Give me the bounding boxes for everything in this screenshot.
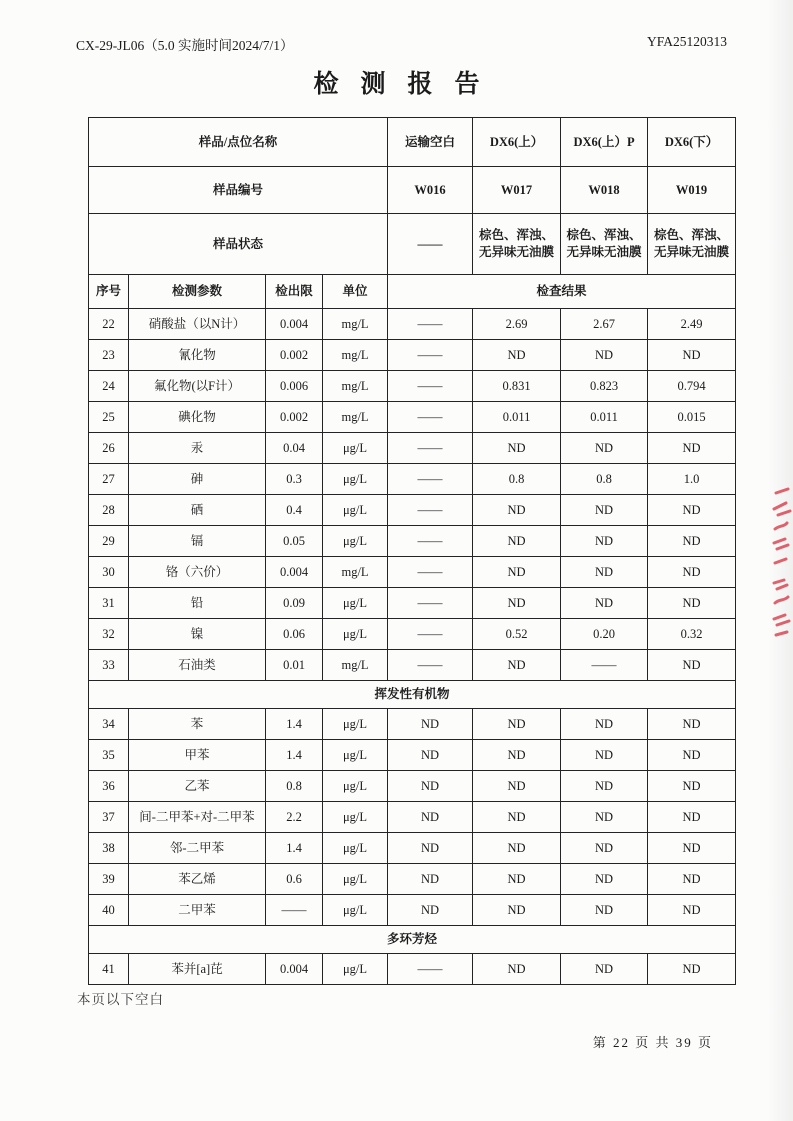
report-number: YFA25120313 [646,34,727,49]
cell-result-4: ND [648,833,736,864]
cell-result-3: ND [561,526,648,557]
cell-result-1: —— [388,433,473,464]
cell-result-4: ND [648,495,736,526]
cell-result-4: ND [648,588,736,619]
cell-unit: mg/L [323,371,388,402]
cell-result-3: ND [561,802,648,833]
cell-limit: 0.8 [266,771,323,802]
cell-result-3: —— [561,650,648,681]
sample-state-value-3: 棕色、浑浊、无异味无油膜 [561,214,648,275]
col-header-unit: 单位 [323,275,388,309]
cell-result-1: —— [388,464,473,495]
cell-result-3: ND [561,895,648,926]
cell-result-2: ND [473,340,561,371]
cell-result-3: 0.011 [561,402,648,433]
table-row [89,771,736,802]
table-row [89,833,736,864]
cell-result-1: —— [388,588,473,619]
cell-result-1: —— [388,495,473,526]
page-number: 第 22 页 共 39 页 [592,1035,713,1050]
cell-result-4: ND [648,526,736,557]
cell-unit: μg/L [323,588,388,619]
cell-no: 28 [89,495,129,526]
cell-result-3: ND [561,771,648,802]
cell-result-1: —— [388,340,473,371]
cell-result-2: ND [473,740,561,771]
table-row [89,526,736,557]
sample-name-value-3: DX6(上）P [561,118,648,167]
cell-limit: 0.004 [266,309,323,340]
cell-result-2: ND [473,588,561,619]
cell-result-3: ND [561,740,648,771]
table-row [89,954,736,985]
cell-limit: 1.4 [266,833,323,864]
cell-result-1: ND [388,771,473,802]
cell-limit: 0.002 [266,340,323,371]
cell-param: 氰化物 [129,340,266,371]
section-title: 挥发性有机物 [89,681,736,709]
cell-param: 汞 [129,433,266,464]
cell-unit: mg/L [323,557,388,588]
cell-no: 24 [89,371,129,402]
cell-param: 碘化物 [129,402,266,433]
sample-state-value-4: 棕色、浑浊、无异味无油膜 [648,214,736,275]
cell-result-1: —— [388,309,473,340]
cell-param: 铅 [129,588,266,619]
cell-param: 邻-二甲苯 [129,833,266,864]
col-header-result: 检查结果 [388,275,736,309]
doc-code: CX-29-JL06（5.0 实施时间2024/7/1） [76,38,294,53]
cell-result-4: 0.015 [648,402,736,433]
cell-result-2: ND [473,433,561,464]
cell-result-3: ND [561,588,648,619]
cell-result-4: 2.49 [648,309,736,340]
results-table [88,117,736,985]
table-row [89,371,736,402]
cell-param: 硝酸盐（以N计） [129,309,266,340]
table-row [89,802,736,833]
cell-no: 34 [89,709,129,740]
info-row-sample-id [89,167,736,214]
section-title: 多环芳烃 [89,926,736,954]
cell-limit: 0.4 [266,495,323,526]
table-row [89,495,736,526]
cell-limit: 0.3 [266,464,323,495]
cell-result-2: 0.8 [473,464,561,495]
cell-limit: 1.4 [266,740,323,771]
cell-result-4: ND [648,895,736,926]
cell-no: 41 [89,954,129,985]
cell-unit: μg/L [323,619,388,650]
sample-id-label: 样品编号 [89,167,388,214]
cell-limit: —— [266,895,323,926]
cell-result-4: 1.0 [648,464,736,495]
cell-no: 27 [89,464,129,495]
cell-no: 26 [89,433,129,464]
table-row [89,402,736,433]
cell-limit: 0.04 [266,433,323,464]
cell-result-4: ND [648,557,736,588]
cell-result-4: ND [648,650,736,681]
cell-result-1: ND [388,833,473,864]
cell-unit: μg/L [323,526,388,557]
cell-param: 甲苯 [129,740,266,771]
cell-result-1: —— [388,371,473,402]
table-row [89,464,736,495]
cell-result-4: ND [648,433,736,464]
sample-id-value-2: W017 [473,167,561,214]
cell-result-1: —— [388,402,473,433]
sample-state-label: 样品状态 [89,214,388,275]
cell-limit: 0.6 [266,864,323,895]
cell-unit: μg/L [323,433,388,464]
cell-no: 36 [89,771,129,802]
col-header-limit: 检出限 [266,275,323,309]
table-row [89,557,736,588]
table-row [89,340,736,371]
sample-id-value-3: W018 [561,167,648,214]
cell-no: 30 [89,557,129,588]
document-header [76,34,727,54]
cell-result-2: ND [473,771,561,802]
cell-result-4: ND [648,954,736,985]
sample-state-value-2: 棕色、浑浊、无异味无油膜 [473,214,561,275]
cell-unit: mg/L [323,309,388,340]
cell-unit: μg/L [323,895,388,926]
cell-result-3: ND [561,864,648,895]
cell-result-4: 0.32 [648,619,736,650]
sample-state-value-1: —— [388,214,473,275]
cell-result-2: 2.69 [473,309,561,340]
table-row [89,650,736,681]
cell-result-3: ND [561,340,648,371]
sample-name-value-1: 运输空白 [388,118,473,167]
cell-limit: 0.05 [266,526,323,557]
cell-param: 铬（六价） [129,557,266,588]
cell-param: 镍 [129,619,266,650]
cell-result-4: ND [648,340,736,371]
page-title: 检测报告 [313,71,502,98]
cell-limit: 0.09 [266,588,323,619]
cell-param: 石油类 [129,650,266,681]
cell-no: 35 [89,740,129,771]
cell-param: 苯 [129,709,266,740]
cell-result-2: ND [473,864,561,895]
table-row [89,895,736,926]
red-stamp-fragment [772,487,793,639]
cell-result-3: 0.8 [561,464,648,495]
cell-result-2: ND [473,526,561,557]
cell-no: 37 [89,802,129,833]
cell-no: 33 [89,650,129,681]
cell-limit: 0.06 [266,619,323,650]
cell-result-1: ND [388,895,473,926]
cell-param: 乙苯 [129,771,266,802]
cell-unit: mg/L [323,650,388,681]
info-row-sample-state [89,214,736,275]
table-row [89,309,736,340]
cell-no: 22 [89,309,129,340]
table-row [89,709,736,740]
cell-result-3: 0.823 [561,371,648,402]
cell-result-2: 0.011 [473,402,561,433]
cell-unit: mg/L [323,402,388,433]
cell-result-2: ND [473,557,561,588]
cell-param: 二甲苯 [129,895,266,926]
cell-unit: μg/L [323,464,388,495]
results-header-row [89,275,736,309]
cell-result-1: —— [388,650,473,681]
cell-result-3: ND [561,833,648,864]
cell-unit: μg/L [323,833,388,864]
cell-result-4: ND [648,802,736,833]
cell-result-2: ND [473,709,561,740]
cell-result-2: ND [473,495,561,526]
sample-id-value-1: W016 [388,167,473,214]
cell-unit: μg/L [323,709,388,740]
cell-result-2: ND [473,650,561,681]
cell-no: 32 [89,619,129,650]
cell-unit: μg/L [323,495,388,526]
cell-result-3: ND [561,433,648,464]
cell-result-2: ND [473,954,561,985]
cell-unit: μg/L [323,954,388,985]
sample-id-value-4: W019 [648,167,736,214]
cell-limit: 0.01 [266,650,323,681]
cell-no: 40 [89,895,129,926]
cell-no: 31 [89,588,129,619]
cell-result-2: 0.831 [473,371,561,402]
cell-param: 苯乙烯 [129,864,266,895]
cell-no: 38 [89,833,129,864]
blank-note: 本页以下空白 [77,992,164,1007]
cell-unit: μg/L [323,864,388,895]
cell-param: 镉 [129,526,266,557]
cell-limit: 0.006 [266,371,323,402]
cell-result-1: —— [388,557,473,588]
cell-result-2: ND [473,802,561,833]
table-row [89,864,736,895]
cell-param: 间-二甲苯+对-二甲苯 [129,802,266,833]
cell-unit: mg/L [323,340,388,371]
cell-result-3: 2.67 [561,309,648,340]
cell-result-2: ND [473,833,561,864]
cell-result-2: 0.52 [473,619,561,650]
section-row [89,926,736,954]
cell-result-4: ND [648,709,736,740]
sample-name-label: 样品/点位名称 [89,118,388,167]
cell-param: 苯并[a]芘 [129,954,266,985]
col-header-param: 检测参数 [129,275,266,309]
table-row [89,740,736,771]
cell-result-1: ND [388,709,473,740]
cell-unit: μg/L [323,740,388,771]
table-row [89,433,736,464]
cell-param: 砷 [129,464,266,495]
cell-result-4: ND [648,740,736,771]
cell-no: 39 [89,864,129,895]
table-row [89,588,736,619]
cell-result-1: —— [388,954,473,985]
cell-result-1: —— [388,526,473,557]
cell-limit: 2.2 [266,802,323,833]
cell-limit: 0.004 [266,557,323,588]
cell-param: 硒 [129,495,266,526]
cell-no: 29 [89,526,129,557]
cell-unit: μg/L [323,802,388,833]
cell-limit: 1.4 [266,709,323,740]
cell-result-4: ND [648,864,736,895]
cell-param: 氟化物(以F计） [129,371,266,402]
section-row [89,681,736,709]
cell-result-1: —— [388,619,473,650]
cell-unit: μg/L [323,771,388,802]
cell-result-4: 0.794 [648,371,736,402]
cell-result-3: ND [561,557,648,588]
cell-result-3: ND [561,495,648,526]
cell-result-3: ND [561,709,648,740]
cell-result-1: ND [388,864,473,895]
info-row-sample-name [89,118,736,167]
cell-result-4: ND [648,771,736,802]
cell-no: 23 [89,340,129,371]
cell-result-2: ND [473,895,561,926]
table-row [89,619,736,650]
cell-result-1: ND [388,802,473,833]
sample-name-value-2: DX6(上） [473,118,561,167]
cell-result-3: ND [561,954,648,985]
cell-result-1: ND [388,740,473,771]
cell-no: 25 [89,402,129,433]
cell-limit: 0.002 [266,402,323,433]
sample-name-value-4: DX6(下） [648,118,736,167]
cell-limit: 0.004 [266,954,323,985]
cell-result-3: 0.20 [561,619,648,650]
col-header-no: 序号 [89,275,129,309]
